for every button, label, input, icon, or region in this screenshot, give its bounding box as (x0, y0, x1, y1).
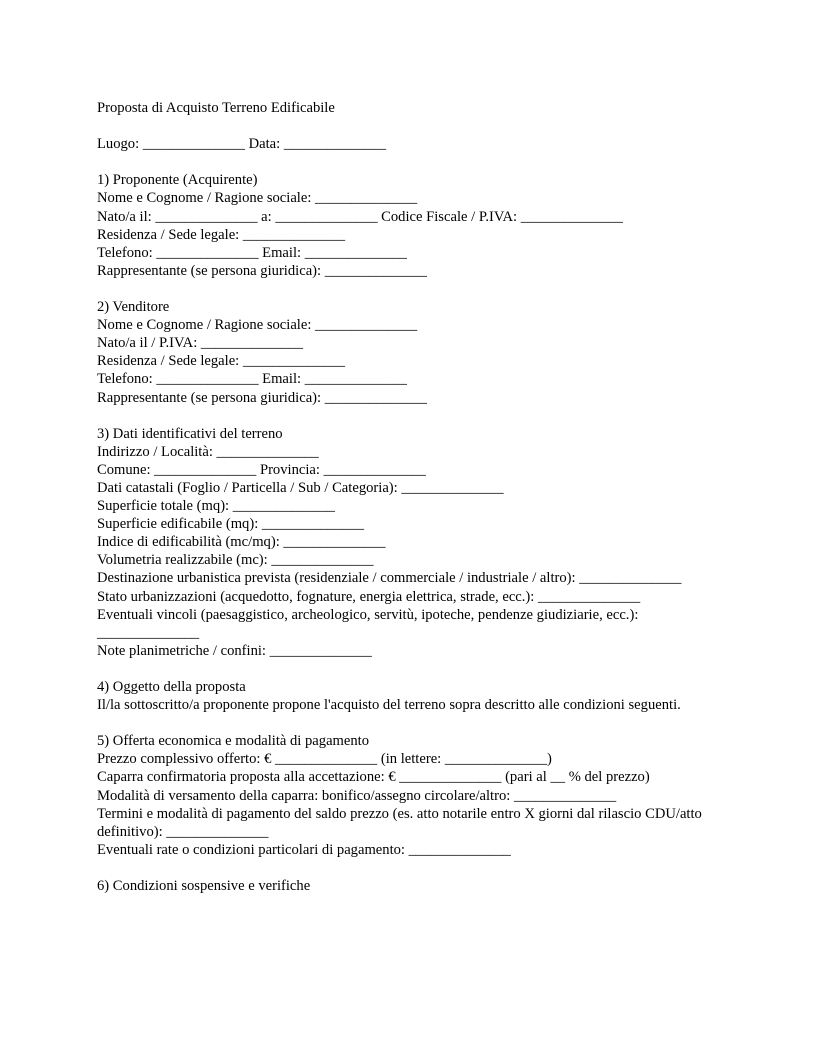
document-line: 2) Venditore (97, 299, 170, 316)
document-line: 1) Proponente (Acquirente) (97, 172, 258, 189)
document-spacer-line (97, 407, 715, 425)
document-line: Dati catastali (Foglio / Particella / Sub / Categoria): ______________ (97, 479, 504, 496)
document-line: Luogo: ______________ Data: ______________ (97, 136, 387, 153)
document-line: Note planimetriche / confini: ______________ (97, 642, 372, 659)
document-line: Proposta di Acquisto Terreno Edificabile (97, 100, 335, 116)
document-line: Indirizzo / Località: ______________ (97, 443, 319, 460)
document-line: 6) Condizioni sospensive e verifiche (97, 878, 311, 895)
document-line: Nato/a il: ______________ a: ______________ Codice Fiscale / P.IVA: ______________ (97, 208, 623, 225)
document-spacer-line (97, 714, 715, 732)
document-line: Rappresentante (se persona giuridica): ______________ (97, 262, 427, 279)
document-line: Superficie totale (mq): ______________ (97, 498, 335, 515)
document-line: Volumetria realizzabile (mc): ______________ (97, 552, 374, 569)
document-spacer-line (97, 153, 715, 171)
document-line: Telefono: ______________ Email: ______________ (97, 244, 407, 261)
document-line: Caparra confirmatoria proposta alla accettazione: € ______________ (pari al __ % del prezzo) (97, 769, 650, 786)
document-line: Comune: ______________ Provincia: ______________ (97, 461, 426, 478)
document-line: Nome e Cognome / Ragione sociale: ______________ (97, 190, 418, 207)
document-line: Residenza / Sede legale: ______________ (97, 226, 346, 243)
document-line: Telefono: ______________ Email: ______________ (97, 371, 407, 388)
document-line: Superficie edificabile (mq): ______________ (97, 516, 365, 533)
document-line: Nato/a il / P.IVA: ______________ (97, 335, 304, 352)
document-line: Modalità di versamento della caparra: bonifico/assegno circolare/altro: ______________ (97, 787, 617, 804)
document-spacer-line (97, 280, 715, 298)
document-line: Termini e modalità di pagamento del saldo prezzo (es. atto notarile entro X giorni dal rilascio CDU/atto definitivo): ______________ (97, 805, 702, 840)
document-line: Nome e Cognome / Ragione sociale: ______________ (97, 317, 418, 334)
document-body (97, 99, 715, 895)
document-spacer-line (97, 117, 715, 135)
document-line: 5) Offerta economica e modalità di pagamento (97, 733, 370, 750)
document-line: Eventuali rate o condizioni particolari di pagamento: ______________ (97, 841, 511, 858)
document-line: Prezzo complessivo offerto: € ______________ (in lettere: ______________) (97, 751, 552, 768)
document-line: Stato urbanizzazioni (acquedotto, fognature, energia elettrica, strade, ecc.): ______________ (97, 588, 641, 605)
document-line: Il/la sottoscritto/a proponente propone l'acquisto del terreno sopra descritto alle condizioni seguenti. (97, 697, 681, 714)
document-line: Residenza / Sede legale: ______________ (97, 353, 346, 370)
document-line: Indice di edificabilità (mc/mq): ______________ (97, 534, 386, 551)
document-spacer-line (97, 859, 715, 877)
document-line: Destinazione urbanistica prevista (residenziale / commerciale / industriale / altro): ______________ (97, 570, 682, 587)
document-line: Eventuali vincoli (paesaggistico, archeologico, servitù, ipoteche, pendenze giudiziarie, ecc.): ______________ (97, 606, 639, 641)
document-line: Rappresentante (se persona giuridica): ______________ (97, 389, 427, 406)
document-spacer-line (97, 660, 715, 678)
document-line: 3) Dati identificativi del terreno (97, 425, 283, 442)
document-line: 4) Oggetto della proposta (97, 679, 246, 695)
